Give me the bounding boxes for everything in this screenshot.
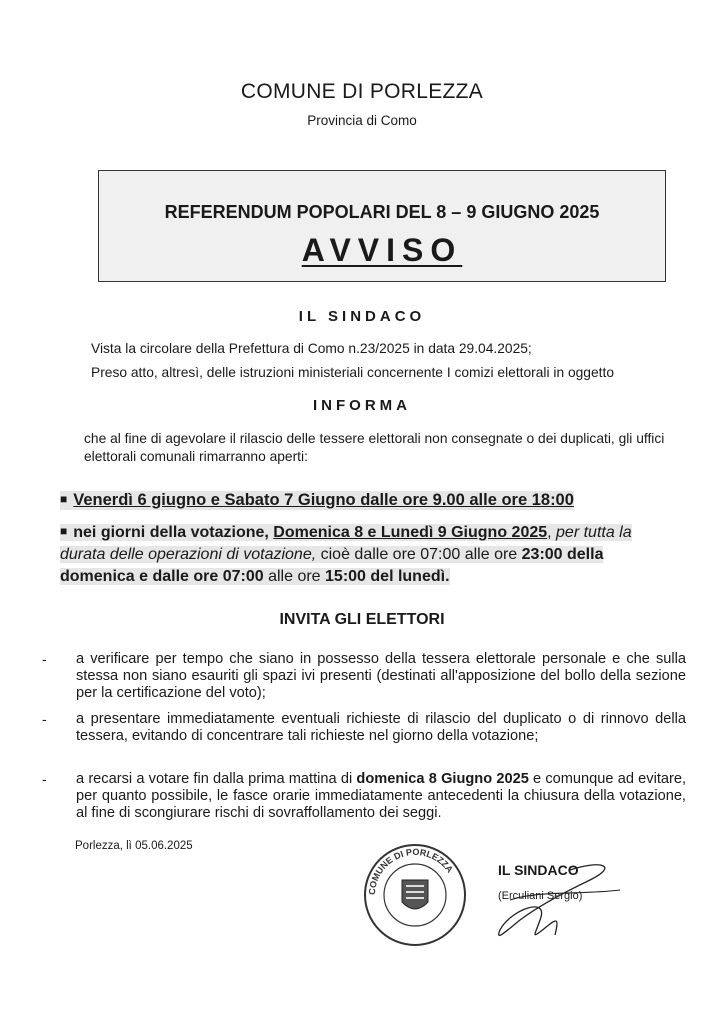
- signature-title: IL SINDACO: [498, 862, 579, 878]
- referendum-title: REFERENDUM POPOLARI DEL 8 – 9 GIUGNO 2025: [164, 202, 600, 222]
- avviso-heading: AVVISO: [301, 232, 463, 268]
- sindaco-heading: IL SINDACO: [298, 308, 426, 325]
- place-date: Porlezza, lì 05.06.2025: [75, 840, 193, 852]
- list-item-vote-early: a recarsi a votare fin dalla prima mattina di domenica 8 Giugno 2025 e comunque ad evitare, per quanto possibile, le fasce orarie immediatamente antecedenti la chiusura della votazione, al fine di scongiurare rischi di sovraffollamento dei seggi.: [76, 771, 687, 822]
- premise-preso: Preso atto, altresì, delle istruzioni ministeriali concernente I comizi elettorali in oggetto: [91, 365, 614, 380]
- provincia-subtitle: Provincia di Como: [307, 113, 417, 128]
- list-item-duplicate: a presentare immediatamente eventuali richieste di rilascio del duplicato o di rinnovo della tessera, evitando di concentrare tali richieste nel giorno della votazione;: [76, 711, 686, 745]
- svg-text:COMUNE DI PORLEZZA: COMUNE DI PORLEZZA: [366, 846, 456, 896]
- list-item-verify: a verificare per tempo che siano in possesso della tessera elettorale personale e che sulla stessa non siano esauriti gli spazi ivi presenti (destinati all'apposizione del bollo della sezione per la certificazione del voto);: [76, 651, 686, 702]
- informa-text: che al fine di agevolare il rilascio delle tessere elettorali non consegnate o dei duplicati, gli uffici elettorali comunali rimarranno aperti:: [84, 431, 665, 464]
- voting-days-bullet: ■ nei giorni della votazione, Domenica 8 e Lunedì 9 Giugno 2025, per tutta la durata delle operazioni di votazione, cioè dalle ore 07:00 alle ore 23:00 della domenica e dalle ore 07:00 alle ore 15:00 del lunedì.: [60, 524, 632, 585]
- opening-hours-bullet: [60, 491, 574, 510]
- list-dash: -: [42, 651, 47, 667]
- bullet-text: Venerdì 6 giugno e Sabato 7 Giugno dalle ore 9.00 alle ore 18:00: [73, 491, 574, 509]
- comune-title: COMUNE DI PORLEZZA: [240, 80, 484, 103]
- bullet-icon: ■: [60, 492, 68, 506]
- informa-heading: INFORMA: [313, 397, 411, 414]
- signature-name: (Erculiani Sergio): [498, 890, 583, 902]
- premise-vista: Vista la circolare della Prefettura di Como n.23/2025 in data 29.04.2025;: [91, 341, 532, 356]
- handwritten-signature: [470, 850, 630, 950]
- official-stamp: [360, 840, 470, 950]
- bullet-icon: ■: [60, 524, 68, 538]
- list-dash: -: [42, 771, 47, 787]
- list-dash: -: [42, 711, 47, 727]
- invita-heading: INVITA GLI ELETTORI: [279, 611, 445, 628]
